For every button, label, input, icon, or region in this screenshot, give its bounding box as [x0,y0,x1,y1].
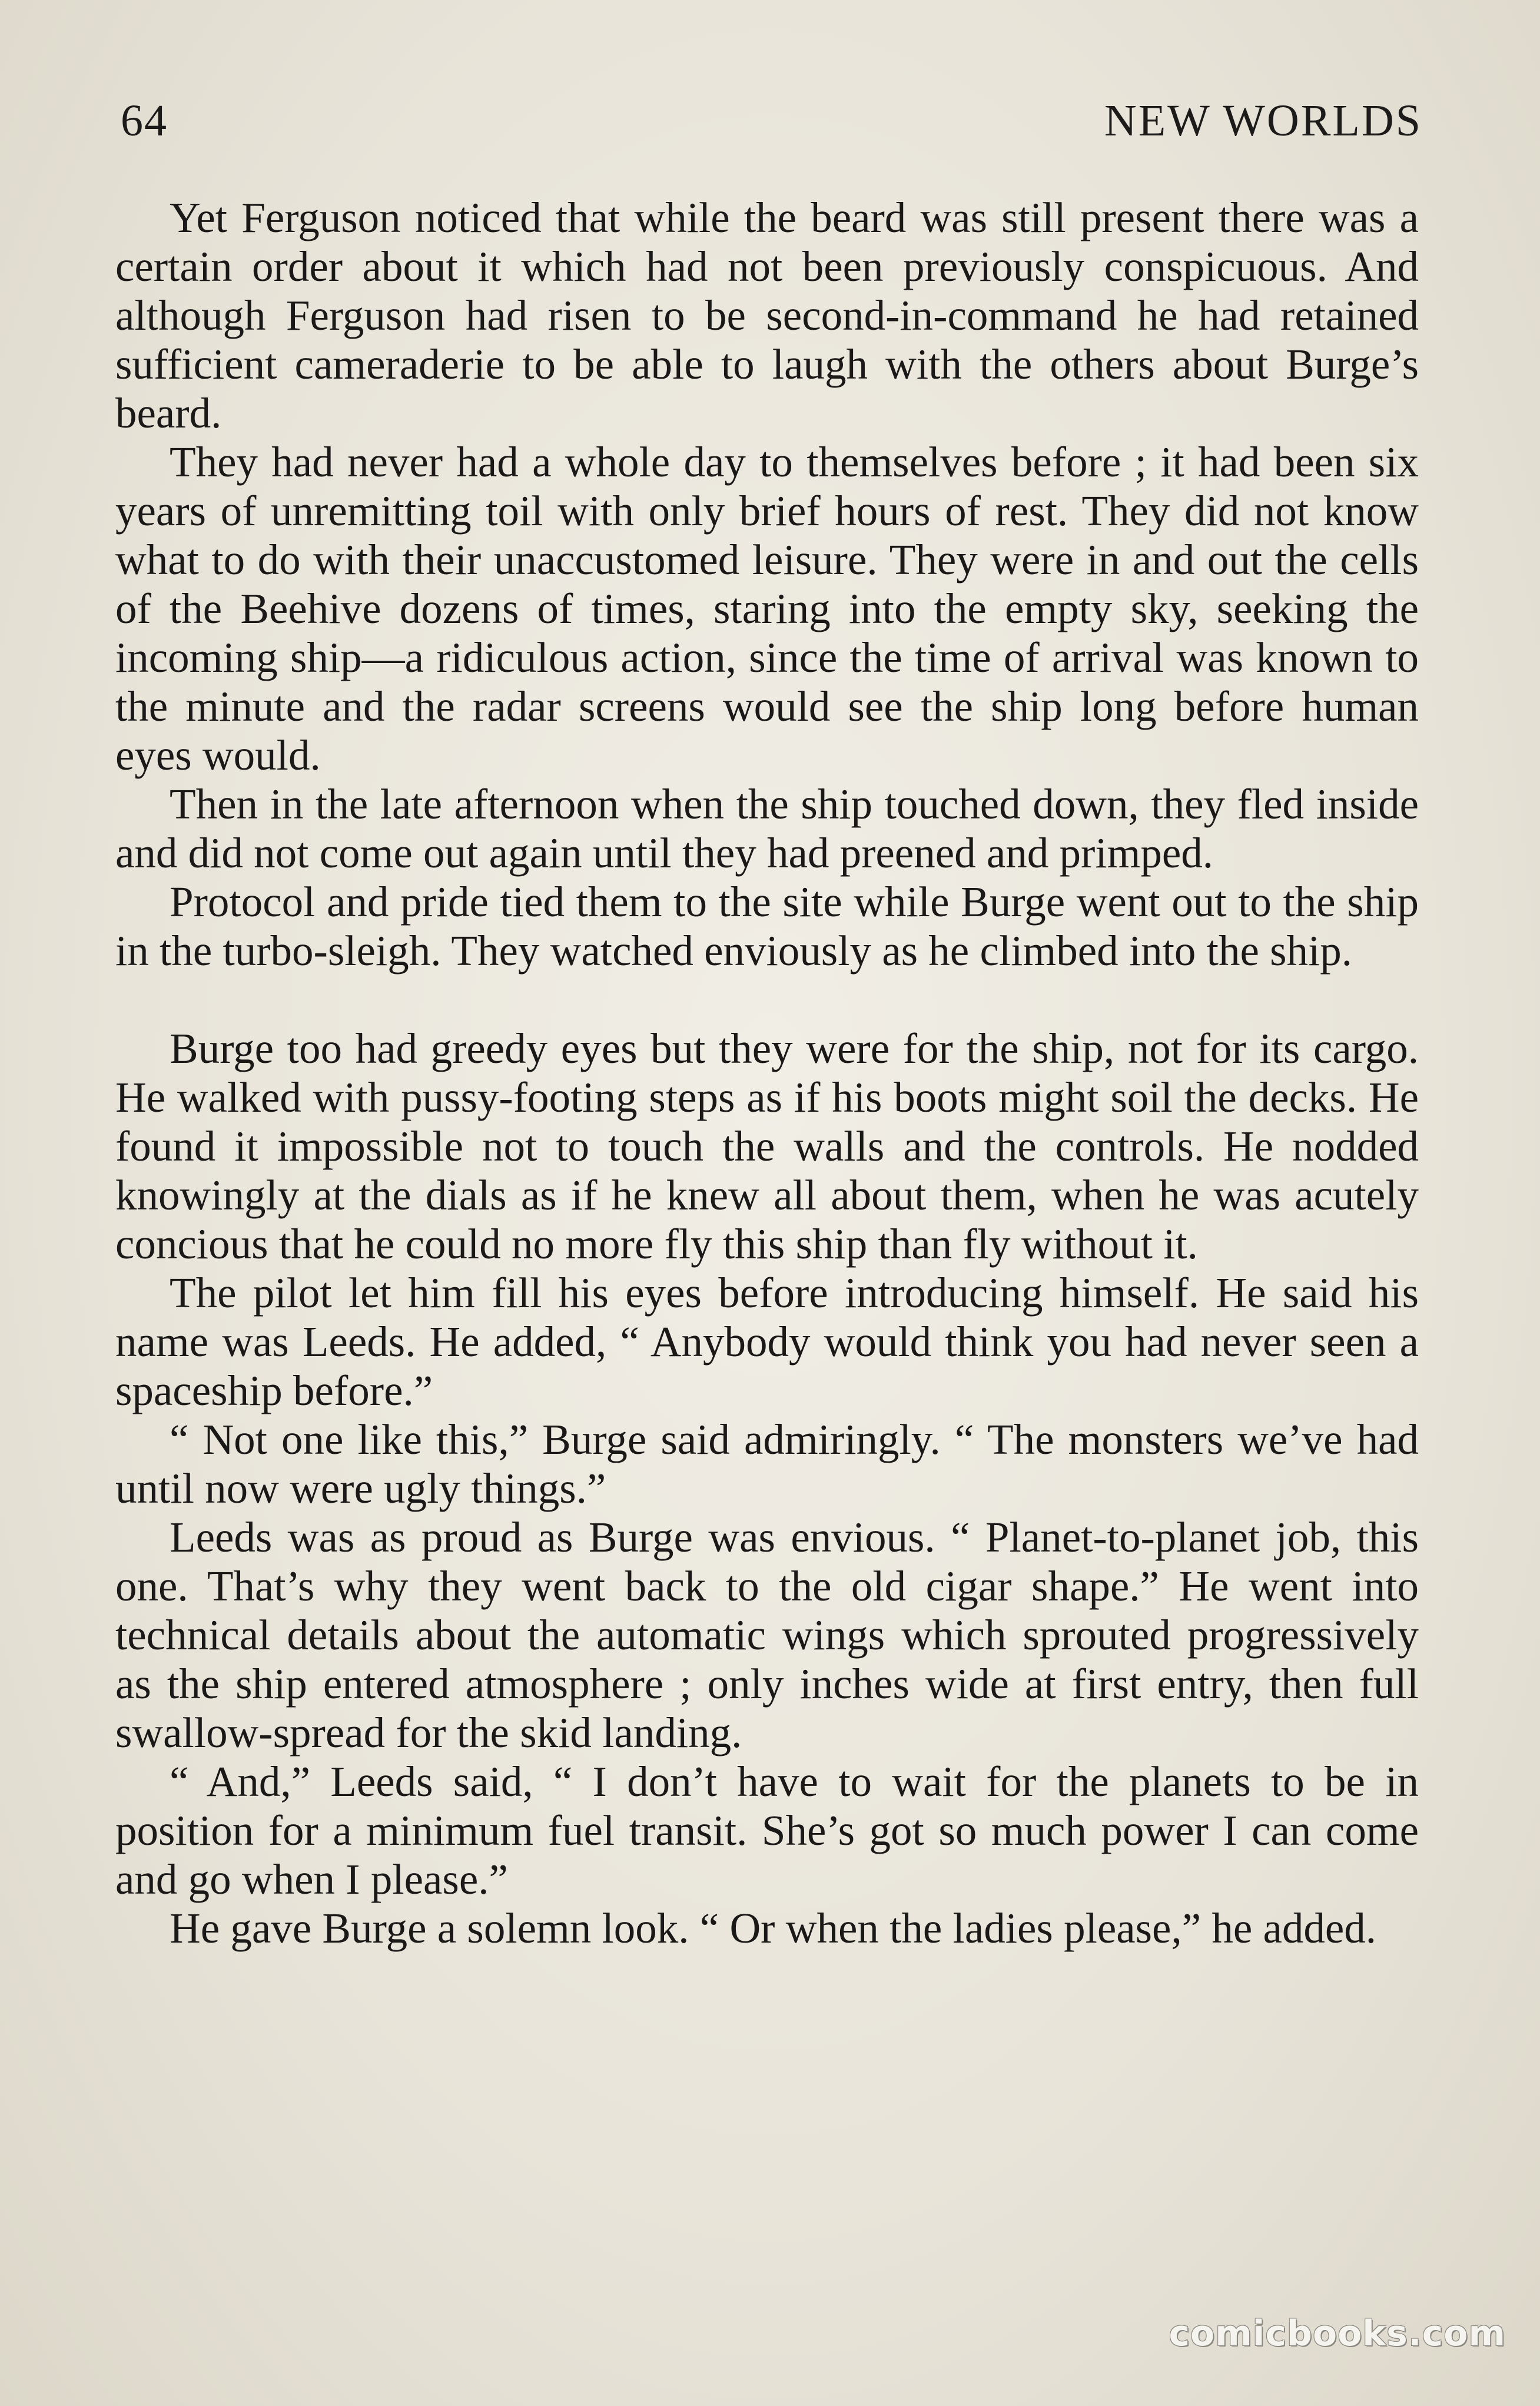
watermark: comicbooks.com [1169,2313,1506,2354]
paragraph: The pilot let him fill his eyes before introducing himself. He said his name was Leeds. He added, “ Anybody would think you had never seen a spaceship before.” [115,1269,1419,1414]
paragraph: Then in the late afternoon when the ship touched down, they fled inside and did not come out again until they had preened and primped. [115,780,1419,877]
paragraph: “ And,” Leeds said, “ I don’t have to wait for the planets to be in position for a minimum fuel transit. She’s got so much power I can come and go when I please.” [115,1758,1419,1903]
section-break [115,975,1419,1024]
paragraph: Protocol and pride tied them to the site while Burge went out to the ship in the turbo-sleigh. They watched enviously as he climbed into the ship. [115,878,1419,975]
paragraph: Yet Ferguson noticed that while the beard was still present there was a certain order about it which had not been previously conspicuous. And although Ferguson had risen to be second-in-command he had retained sufficient cameraderie to be able to laugh with the others about Burge’s beard. [115,194,1419,437]
paragraph: They had never had a whole day to themselves before ; it had been six years of unremitting toil with only brief hours of rest. They did not know what to do with their unaccustomed leisure. They were in and out the cells of the Beehive dozens of times, staring into the empty sky, seeking the incoming ship—a ridiculous action, since the time of arrival was known to the minute and the radar screens would see the ship long before human eyes would. [115,438,1419,779]
paragraph: Burge too had greedy eyes but they were for the ship, not for its cargo. He walked with pussy-footing steps as if his boots might soil the decks. He found it impossible not to touch the walls and the controls. He nodded knowingly at the dials as if he knew all about them, when he was acutely concious that he could no more fly this ship than fly without it. [115,1025,1419,1268]
page-header [121,88,1422,153]
running-title: NEW WORLDS [1104,96,1422,145]
paragraph: “ Not one like this,” Burge said admiringly. “ The monsters we’ve had until now were ugly things.” [115,1416,1419,1512]
paragraph: He gave Burge a solemn look. “ Or when the ladies please,” he added. [170,1904,1377,1952]
paragraph: Leeds was as proud as Burge was envious. “ Planet-to-planet job, this one. That’s why they went back to the old cigar shape.” He went into technical details about the automatic wings which sprouted progressively as the ship entered atmosphere ; only inches wide at first entry, then full swallow-spread for the skid landing. [115,1513,1419,1757]
page-body [115,193,1419,1953]
page-number: 64 [121,96,168,145]
